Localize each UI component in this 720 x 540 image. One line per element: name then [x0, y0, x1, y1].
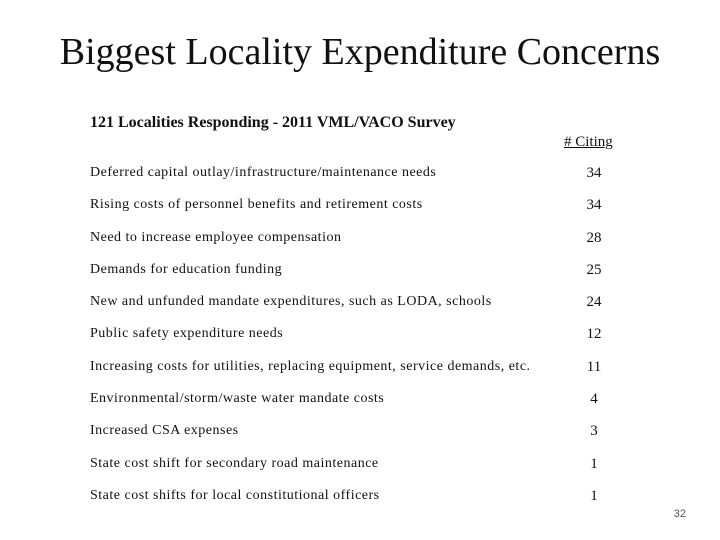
citing-count: 11	[586, 358, 602, 375]
citing-count: 34	[586, 165, 602, 181]
slide-title: Biggest Locality Expenditure Concerns	[59, 31, 661, 73]
citing-column-header: # Citing	[564, 134, 613, 150]
table-row	[90, 382, 620, 414]
citing-count: 1	[590, 487, 598, 504]
citing-count: 28	[586, 229, 602, 246]
concern-label: Rising costs of personnel benefits and retirement costs	[90, 197, 423, 213]
citing-count: 4	[590, 391, 598, 408]
table-row	[90, 317, 620, 349]
concern-label: Public safety expenditure needs	[90, 326, 284, 342]
concerns-table	[90, 156, 620, 511]
concern-label: State cost shifts for local constitutional officers	[90, 487, 380, 503]
table-row	[90, 253, 620, 285]
concern-label: Increasing costs for utilities, replacing equipment, service demands, etc.	[90, 358, 531, 374]
citing-count: 25	[586, 261, 602, 278]
citing-count: 34	[586, 197, 602, 214]
citing-count: 24	[586, 294, 602, 311]
page-number: 32	[673, 508, 686, 520]
citing-count: 3	[590, 423, 598, 440]
concern-label: Deferred capital outlay/infrastructure/maintenance needs	[90, 165, 437, 180]
table-row	[90, 447, 620, 479]
citing-count: 12	[586, 326, 602, 343]
table-row	[90, 285, 620, 317]
citing-count: 1	[590, 455, 598, 472]
table-row	[90, 221, 620, 253]
concern-label: Need to increase employee compensation	[90, 229, 342, 245]
concern-label: Environmental/storm/waste water mandate costs	[90, 391, 385, 407]
table-row	[90, 188, 620, 220]
table-row	[90, 156, 620, 188]
concern-label: Demands for education funding	[90, 261, 283, 277]
table-row	[90, 414, 620, 446]
concern-label: New and unfunded mandate expenditures, such as LODA, schools	[90, 294, 492, 310]
concern-label: Increased CSA expenses	[90, 423, 239, 439]
table-row	[90, 350, 620, 382]
concern-label: State cost shift for secondary road maintenance	[90, 455, 379, 471]
survey-subtitle: 121 Localities Responding - 2011 VML/VACO Survey	[90, 114, 456, 131]
table-row	[90, 479, 620, 511]
